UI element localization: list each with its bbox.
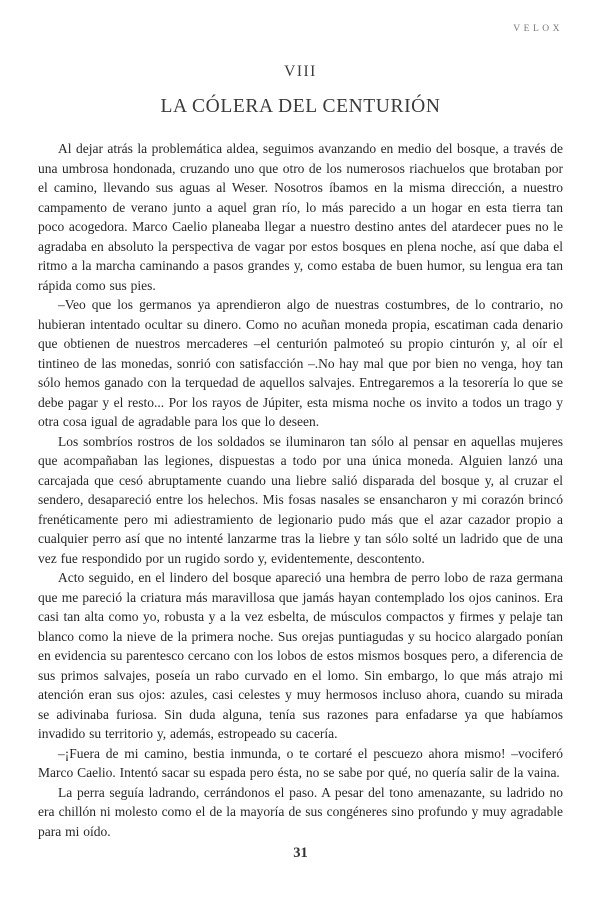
paragraph: Acto seguido, en el lindero del bosque apareció una hembra de perro lobo de raza germana que me pareció la criatura más maravillosa que jamás hayan contemplado los ojos caninos. Era casi tan alta como yo, robusta y a la vez esbelta, de músculos compactos y firmes y pelaje tan blanco como la nieve de la primera noche. Sus orejas puntiagudas y su hocico alargado ponían en evidencia su parentesco cercano con los lobos de estos mismos bosques pero, a diferencia de sus primos salvajes, poseía un rabo curvado en el lomo. Sin embargo, lo que más atrajo mi atención eran sus ojos: azules, casi celestes y muy hermosos incluso ahora, cuando su mirada se adivinaba furiosa. Sin duda alguna, tenía sus razones para enfadarse ya que habíamos invadido su territorio y, además, estropeado su cacería. bbox=[38, 570, 563, 741]
paragraph: Al dejar atrás la problemática aldea, seguimos avanzando en medio del bosque, a través de una umbrosa hondonada, cruzando uno que otro de los numerosos riachuelos que brotaban por el camino, llevando sus aguas al Weser. Nosotros íbamos en la misma dirección, a nuestro campamento de verano junto a aquel gran río, lo más parecido a un hogar en esta tierra tan poco acogedora. Marco Caelio planeaba llegar a nuestro destino antes del atardecer pues no le agradaba en absoluto la perspectiva de vagar por estos bosques en plena noche, así que daba el ritmo a la marcha caminando a pasos grandes y, como estaba de buen humor, su lengua era tan rápida como sus pies. bbox=[38, 141, 563, 293]
body-text bbox=[38, 139, 563, 841]
paragraph: –¡Fuera de mi camino, bestia inmunda, o te cortaré el pescuezo ahora mismo! –vociferó Marco Caelio. Intentó sacar su espada pero ésta, no se sabe por qué, no quería salir de la vaina. bbox=[38, 745, 563, 780]
chapter-title: LA CÓLERA DEL CENTURIÓN bbox=[160, 96, 441, 117]
page-number: 31 bbox=[293, 845, 308, 861]
chapter-number: VIII bbox=[284, 63, 317, 80]
running-header: VELOX bbox=[513, 24, 563, 34]
paragraph: –Veo que los germanos ya aprendieron algo de nuestras costumbres, de lo contrario, no hubieran intentado ocultar su dinero. Como no acuñan moneda propia, escatiman cada denario que obtienen de nuestros mercaderes –el centurión palmoteó su propio cinturón y, al oír el tintineo de las monedas, sonrió con satisfacción –.No hay mal que por bien no venga, hoy tan sólo hemos ganado con la terquedad de aquellos salvajes. Entregaremos a la tesorería lo que se debe pagar y el resto... Por los rayos de Júpiter, esta misma noche os invito a todos un trago y otra cosa igual de agradable para los que lo deseen. bbox=[38, 297, 563, 429]
paragraph: Los sombríos rostros de los soldados se iluminaron tan sólo al pensar en aquellas mujeres que acompañaban las legiones, dispuestas a todo por una única moneda. Alguien lanzó una carcajada que cesó abruptamente cuando una liebre salió disparada del bosque y, al cruzar el sendero, desapareció entre los helechos. Mis fosas nasales se ensancharon y mi corazón brincó frenéticamente pero mi adiestramiento de legionario pudo más que el azar cazador propio a cualquier perro así que no intenté lanzarme tras la liebre y tan sólo solté un ladrido que de una vez fue respondido por un rugido sordo y, evidentemente, descontento. bbox=[38, 433, 563, 566]
paragraph: La perra seguía ladrando, cerrándonos el paso. A pesar del tono amenazante, su ladrido no era chillón ni molesto como el de la mayoría de sus congéneres sino profundo y muy agradable para mi oído. bbox=[38, 784, 563, 839]
